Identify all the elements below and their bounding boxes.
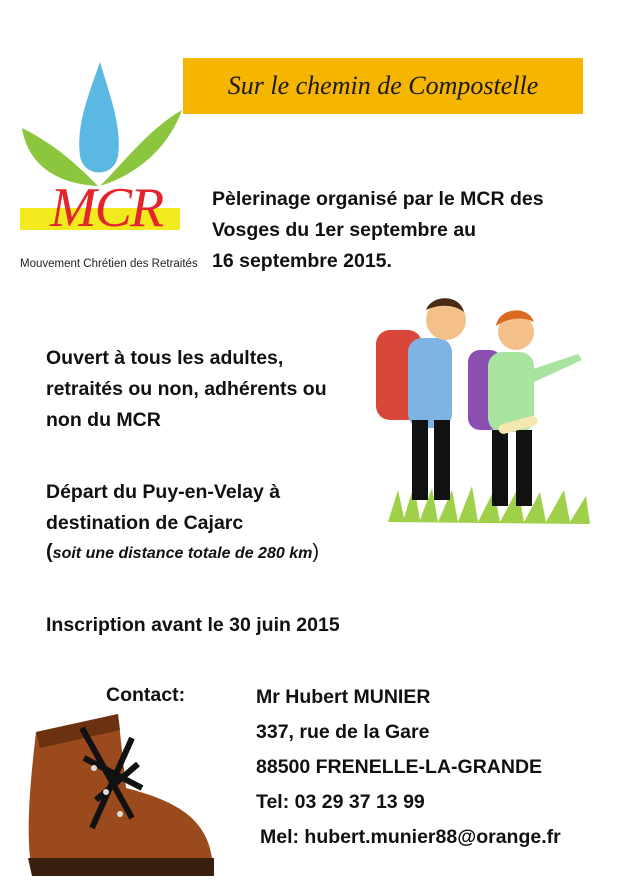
open-line: retraités ou non, adhérents ou xyxy=(46,378,327,400)
mcr-logo xyxy=(18,56,188,256)
distance-note xyxy=(46,541,319,564)
registration-text xyxy=(46,610,340,641)
contact-name: Mr Hubert MUNIER xyxy=(256,686,431,708)
open-line: non du MCR xyxy=(46,409,161,431)
contact-label: Contact: xyxy=(106,684,186,706)
route-text xyxy=(46,477,280,539)
intro-line: Pèlerinage organisé par le MCR des xyxy=(212,188,544,210)
open-line: Ouvert à tous les adultes, xyxy=(46,347,284,369)
title-banner xyxy=(183,58,583,114)
hikers-illustration xyxy=(368,290,598,530)
contact-street: 337, rue de la Gare xyxy=(256,721,430,743)
open-text xyxy=(46,343,327,436)
intro-line: Vosges du 1er septembre au xyxy=(212,219,477,241)
contact-tel: Tel: 03 29 37 13 99 xyxy=(256,791,425,813)
contact-mail: Mel: hubert.munier88@orange.fr xyxy=(260,826,561,848)
hiking-boot-illustration xyxy=(22,708,222,883)
logo-caption: Mouvement Chrétien des Retraités xyxy=(20,258,198,270)
page-title: Sur le chemin de Compostelle xyxy=(227,71,539,100)
logo-acronym: MCR xyxy=(50,177,163,239)
registration-line: Inscription avant le 30 juin 2015 xyxy=(46,614,340,636)
contact-city: 88500 FRENELLE-LA-GRANDE xyxy=(256,756,543,778)
intro-text xyxy=(212,184,544,277)
note-open-paren: ( xyxy=(46,541,53,563)
note-text: soit une distance totale de 280 km xyxy=(52,545,313,562)
route-line: destination de Cajarc xyxy=(46,512,244,534)
note-close-paren: ) xyxy=(312,541,319,563)
route-line: Départ du Puy-en-Velay à xyxy=(46,481,281,503)
intro-line: 16 septembre 2015. xyxy=(212,250,392,272)
contact-block xyxy=(256,680,561,855)
